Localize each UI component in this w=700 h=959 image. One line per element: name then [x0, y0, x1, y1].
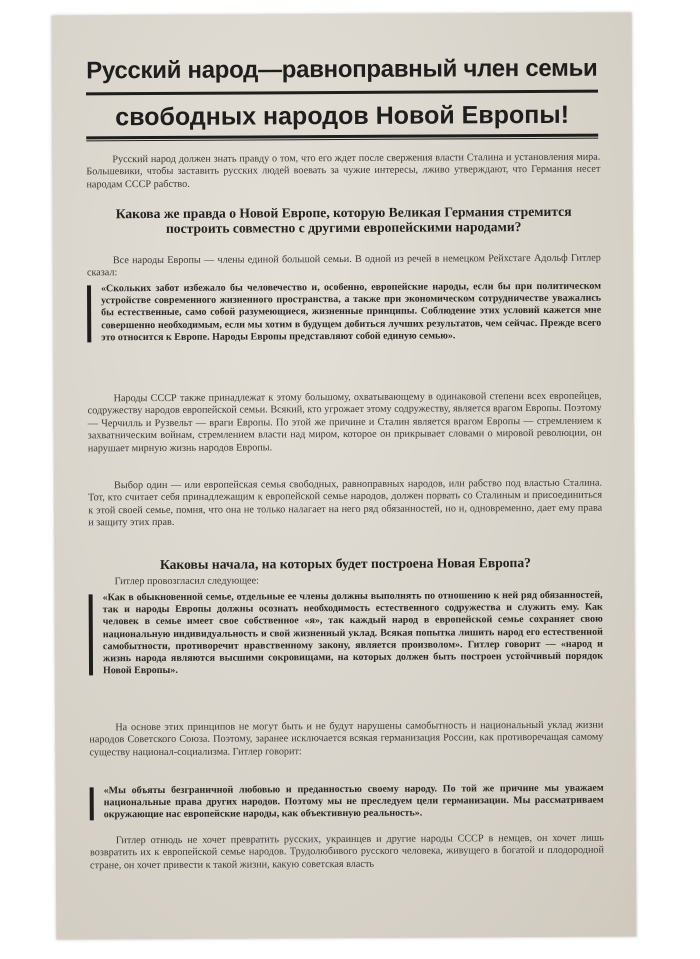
paragraph-1 [87, 253, 601, 281]
paragraph-5 [89, 720, 603, 760]
paragraph-2 [88, 391, 602, 456]
paragraph-2-text: Народы СССР также принадлежат к этому большому, охватывающему в одинаковой степени всех европейцев, содружеству народов европейской семьи. Всякий, кто угрожает этому содружеству, является врагом Европы. Поэтому — Черчилль и Рузвельт — враги Европы. По этой же причине и Сталин является врагом Европы — стремлением к захватническим войнам, стремлением власти над миром, которое он прикрывает словами о мировой революции, он нарушает мирную жизнь народов Европы. [87, 390, 602, 454]
quote-bar-2 [89, 594, 93, 675]
quote-3-text: «Мы объяты безграничной любовью и преданностью своему народу. По той же причине мы уважаем национальные права других народов. Поэтому мы не преследуем цели германизации. Мы рассматриваем окружающие нас европейские народы, как объективную реальность». [103, 782, 604, 821]
quote-block-1 [87, 281, 601, 345]
quote-bar-3 [90, 787, 94, 820]
paragraph-6-text: Гитлер отнюдь не хочет превратить русских, украинцев и другие народы СССР в немцев, он хочет лишь возвратить их к европейской семье народов. Трудолюбивого русского человека, живущего в богатой и плодородной стране, он хочет привести к такой жизни, какую советская власть [89, 832, 604, 872]
paragraph-4 [89, 574, 603, 589]
title-line-2: свободных народов Новой Европы! [115, 100, 570, 132]
paragraph-5-text: На основе этих принципов не могут быть и не будут нарушены самобытность и национальный уклад жизни народов Советского Союза. Поэтому, заранее исключается всякая германизация России, как противоречащая самому существу национал-социализма. Гитлер говорит: [89, 719, 604, 759]
quote-block-2 [89, 590, 603, 678]
quote-2-text: «Как в обыкновенной семье, отдельные ее члены должны выполнять по отношению к ней ряд обязанностей, так и народы Европы должны осознать необходимость естественного содружества и служить ему. Как человек в семье имеет свое собственное «я», так каждый народ в европейской семье сохраняет свою национальную индивидуальность и свой жизненный уклад. Всякая попытка лишить народ его естественной самобытности, противоречит нравственному закону, является произволом». Гитлер говорит — «народ и жизнь народа являются высшими сокровищами, на которых должен быть построен устойчивый порядок Новой Европы». [102, 589, 603, 677]
paragraph-3-text: Выбор один — или европейская семья свободных, равноправных народов, или рабство под властью Сталина. Тот, кто считает себя принадлежащим к европейской семье народов, должен порвать со Сталиным и присоединиться к этой своей семье, помня, что она не только налагает на него ряд обязанностей, но и, одновременно, дает ему права и защиту этих прав. [88, 477, 603, 529]
paragraph-3 [88, 478, 602, 530]
quote-1-text: «Скольких забот избежало бы человечество и, особенно, европейские народы, если бы при политическом устройстве современного жизненного пространства, а также при экономическом сотрудничестве уважались бы естественные, само собой разумеющиеся, жизненные принципы. Соблюдение этих условий кажется мне совершенно необходимым, если мы хотим в будущем добиться лучших результатов, чем сейчас. Прежде всего это относится к Европе. Народы Европы представляют собой единую семью». [100, 280, 602, 344]
paragraph-1-text: Все народы Европы — члены единой большой семьи. В одной из речей в немецком Рейхстаге Адольф Гитлер сказал: [86, 252, 601, 279]
section-heading-1: Какова же правда о Новой Европе, которую Великая Германия стремится построить совместно с другими европейскими народами? [115, 203, 572, 236]
intro-text: Русский народ должен знать правду о том, что его ждет после свержения власти Сталина и установления мира. Большевики, чтобы заставить русских людей воевать за чужие интересы, лживо утверждают, что Германия несет народам СССР рабство. [86, 151, 601, 191]
leaflet-page [52, 12, 637, 939]
title-line-1: Русский народ—равноправный член семьи [86, 54, 598, 85]
quote-block-3 [90, 783, 604, 822]
paragraph-6 [90, 833, 604, 873]
section-heading-2: Каковы начала, на которых будет построена Новая Европа? [159, 555, 532, 572]
title-rule-top [86, 90, 598, 96]
quote-bar-1 [87, 285, 91, 342]
intro-paragraph [86, 152, 600, 192]
paragraph-4-text: Гитлер провозгласил следующее: [114, 575, 259, 588]
